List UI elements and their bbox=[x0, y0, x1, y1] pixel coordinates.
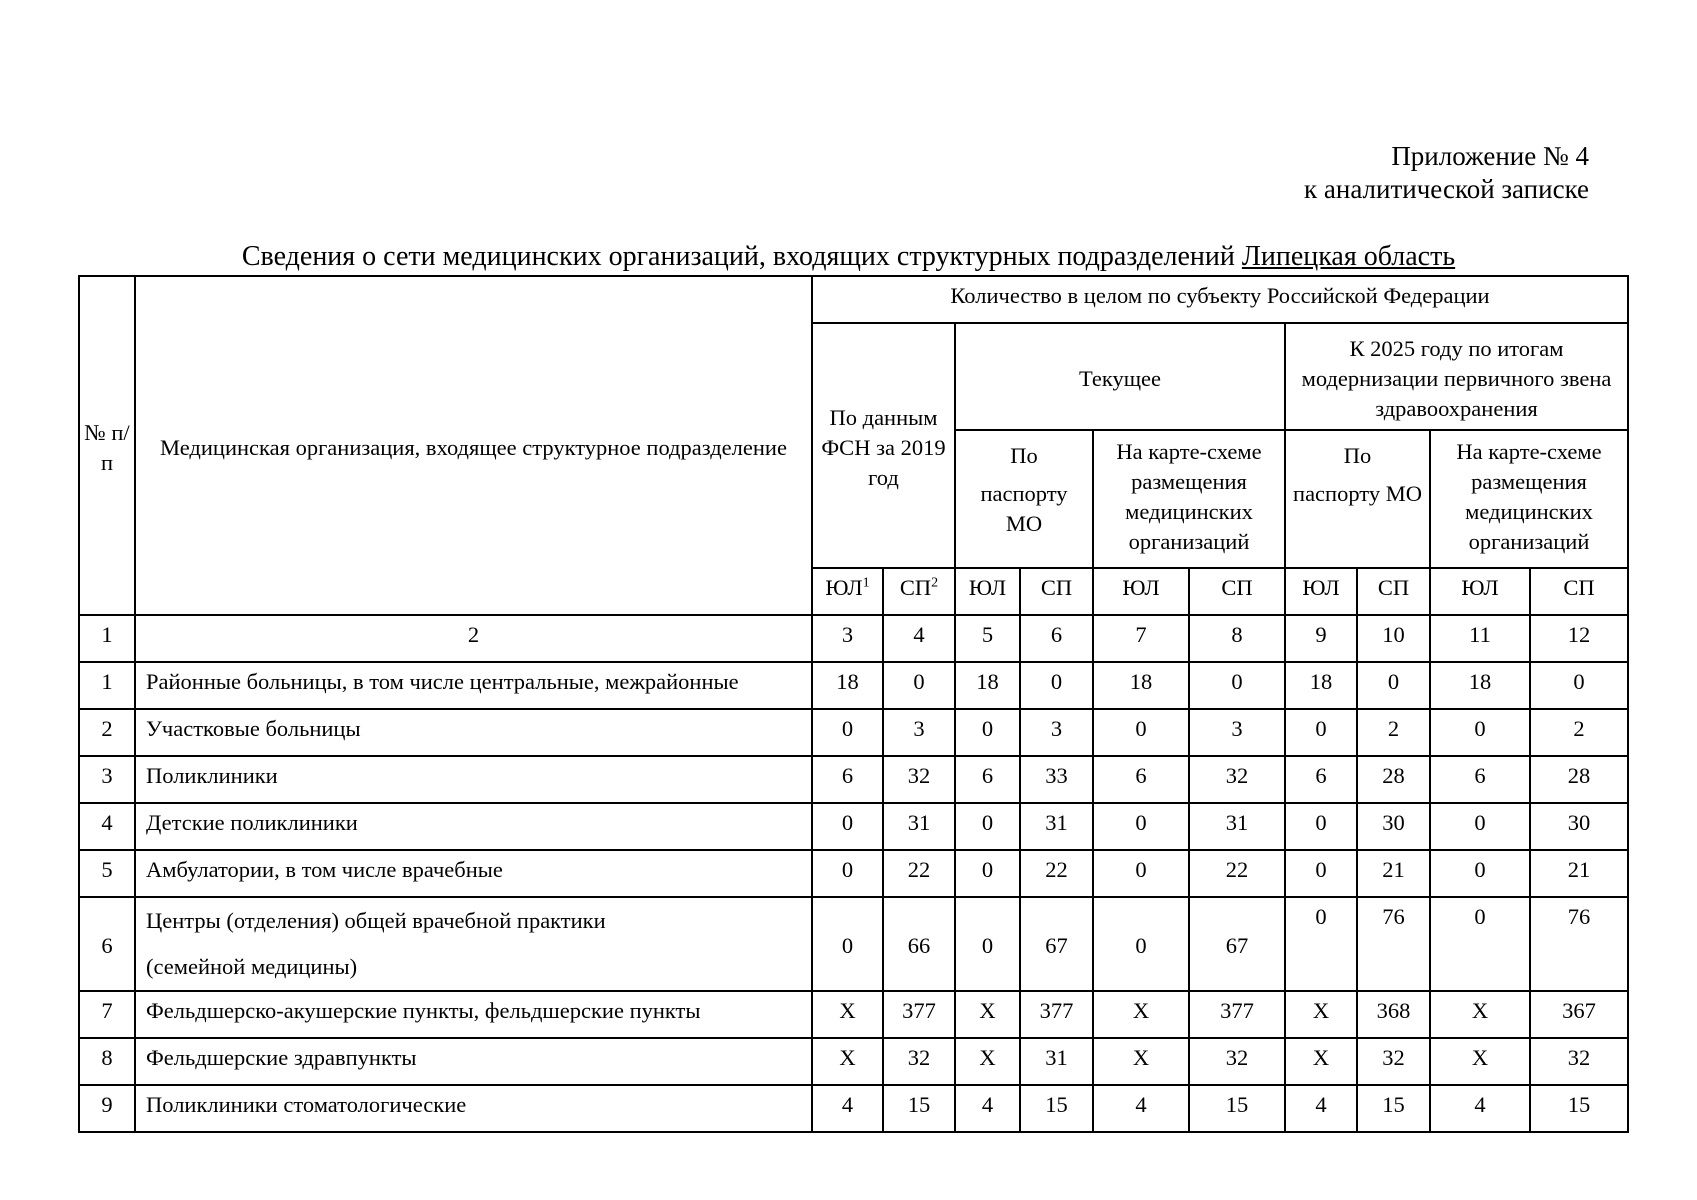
row-name: Фельдшерско-акушерские пункты, фельдшерские пункты bbox=[135, 991, 812, 1038]
cell-value: 28 bbox=[1357, 756, 1430, 803]
header-current-passport bbox=[955, 430, 1093, 568]
header-yul: ЮЛ bbox=[955, 568, 1020, 615]
title-text: Сведения о сети медицинских организаций, входящих структурных подразделений bbox=[241, 241, 1242, 272]
cell-value: X bbox=[1430, 1038, 1530, 1085]
cell-value: 32 bbox=[883, 1038, 955, 1085]
table-row bbox=[79, 1085, 1628, 1132]
cell-value: 368 bbox=[1357, 991, 1430, 1038]
header-org: Медицинская организация, входящее структурное подразделение bbox=[135, 276, 812, 615]
row-num: 1 bbox=[79, 662, 135, 709]
column-number: 9 bbox=[1285, 615, 1357, 662]
column-number: 7 bbox=[1093, 615, 1189, 662]
cell-value: 33 bbox=[1020, 756, 1093, 803]
cell-value: X bbox=[1093, 991, 1189, 1038]
appendix-note bbox=[1304, 140, 1589, 206]
document-title bbox=[0, 241, 1697, 273]
header-num: № п/п bbox=[79, 276, 135, 615]
cell-value: X bbox=[812, 991, 883, 1038]
cell-value: 32 bbox=[883, 756, 955, 803]
cell-value: 67 bbox=[1020, 897, 1093, 991]
cell-value: 377 bbox=[1189, 991, 1285, 1038]
cell-value: 18 bbox=[1430, 662, 1530, 709]
cell-value: 15 bbox=[1189, 1085, 1285, 1132]
cell-value: 15 bbox=[1530, 1085, 1628, 1132]
cell-value: 4 bbox=[1430, 1085, 1530, 1132]
cell-value: 4 bbox=[1285, 1085, 1357, 1132]
cell-value: 3 bbox=[1189, 709, 1285, 756]
cell-value: X bbox=[1285, 1038, 1357, 1085]
cell-value: 0 bbox=[812, 709, 883, 756]
cell-value: 66 bbox=[883, 897, 955, 991]
row-name: Фельдшерские здравпункты bbox=[135, 1038, 812, 1085]
column-number: 10 bbox=[1357, 615, 1430, 662]
cell-value: 22 bbox=[883, 850, 955, 897]
cell-value: 3 bbox=[1020, 709, 1093, 756]
row-name bbox=[135, 897, 812, 991]
cell-value: 4 bbox=[1093, 1085, 1189, 1132]
row-num: 4 bbox=[79, 803, 135, 850]
row-name: Участковые больницы bbox=[135, 709, 812, 756]
header-sp: СП bbox=[1189, 568, 1285, 615]
cell-value: 0 bbox=[1430, 850, 1530, 897]
cell-value: 30 bbox=[1357, 803, 1430, 850]
cell-value: 0 bbox=[955, 709, 1020, 756]
cell-value: X bbox=[955, 1038, 1020, 1085]
header-target-2025: К 2025 году по итогам модернизации первичного звена здравоохранения bbox=[1285, 323, 1628, 430]
table-row bbox=[79, 756, 1628, 803]
cell-value: X bbox=[1285, 991, 1357, 1038]
cell-value: 0 bbox=[1285, 850, 1357, 897]
cell-value: 15 bbox=[883, 1085, 955, 1132]
header-yul: ЮЛ bbox=[1093, 568, 1189, 615]
table-row bbox=[79, 897, 1628, 991]
cell-value: 0 bbox=[955, 803, 1020, 850]
header-yul: $ЮЛ^1$ bbox=[812, 568, 883, 615]
cell-value: 0 bbox=[1285, 803, 1357, 850]
cell-value: 18 bbox=[1093, 662, 1189, 709]
column-number: 12 bbox=[1530, 615, 1628, 662]
cell-value: 0 bbox=[1020, 662, 1093, 709]
column-number: 11 bbox=[1430, 615, 1530, 662]
cell-value: 32 bbox=[1530, 1038, 1628, 1085]
column-number: 6 bbox=[1020, 615, 1093, 662]
cell-value: 0 bbox=[812, 850, 883, 897]
cell-value: 76 bbox=[1530, 897, 1628, 991]
cell-value: 2 bbox=[1530, 709, 1628, 756]
row-num: 8 bbox=[79, 1038, 135, 1085]
cell-value: 21 bbox=[1530, 850, 1628, 897]
passport-label: По bbox=[1010, 443, 1038, 468]
cell-value: 76 bbox=[1357, 897, 1430, 991]
column-number: 8 bbox=[1189, 615, 1285, 662]
header-current-map: На карте-схеме размещения медицинских организаций bbox=[1093, 430, 1285, 568]
header-fsn-2019: По данным ФСН за 2019 год bbox=[812, 323, 955, 568]
header-current: Текущее bbox=[955, 323, 1285, 430]
cell-value: 2 bbox=[1357, 709, 1430, 756]
table-row bbox=[79, 803, 1628, 850]
cell-value: 30 bbox=[1530, 803, 1628, 850]
row-num: 9 bbox=[79, 1085, 135, 1132]
cell-value: 6 bbox=[1285, 756, 1357, 803]
cell-value: 15 bbox=[1020, 1085, 1093, 1132]
table-row bbox=[79, 709, 1628, 756]
cell-value: 0 bbox=[883, 662, 955, 709]
cell-value: 0 bbox=[1430, 803, 1530, 850]
passport-label: По bbox=[1343, 443, 1372, 468]
cell-value: 0 bbox=[1530, 662, 1628, 709]
cell-value: 0 bbox=[1430, 897, 1530, 991]
column-number: 5 bbox=[955, 615, 1020, 662]
cell-value: 31 bbox=[883, 803, 955, 850]
row-name: Детские поликлиники bbox=[135, 803, 812, 850]
table-row bbox=[79, 850, 1628, 897]
cell-value: 367 bbox=[1530, 991, 1628, 1038]
cell-value: 0 bbox=[1093, 850, 1189, 897]
row-name: Поликлиники bbox=[135, 756, 812, 803]
cell-value: 6 bbox=[1430, 756, 1530, 803]
cell-value: 0 bbox=[955, 850, 1020, 897]
header-sp: СП bbox=[1530, 568, 1628, 615]
cell-value: 0 bbox=[812, 803, 883, 850]
passport-mo-label: паспорту МО bbox=[980, 481, 1068, 536]
cell-value: 22 bbox=[1020, 850, 1093, 897]
passport-mo-label: паспорту МО bbox=[1293, 481, 1422, 506]
cell-value: X bbox=[812, 1038, 883, 1085]
cell-value: 377 bbox=[1020, 991, 1093, 1038]
appendix-subtitle: к аналитической записке bbox=[1304, 174, 1589, 204]
cell-value: 15 bbox=[1357, 1085, 1430, 1132]
cell-value: 31 bbox=[1020, 803, 1093, 850]
header-sp: $СП^2$ bbox=[883, 568, 955, 615]
cell-value: 0 bbox=[1093, 709, 1189, 756]
row-num: 6 bbox=[79, 897, 135, 991]
cell-value: 0 bbox=[1357, 662, 1430, 709]
medical-network-table bbox=[78, 275, 1629, 1133]
cell-value: 0 bbox=[955, 897, 1020, 991]
cell-value: 31 bbox=[1189, 803, 1285, 850]
table-row bbox=[79, 662, 1628, 709]
cell-value: 32 bbox=[1189, 756, 1285, 803]
appendix-number: Приложение № 4 bbox=[1391, 141, 1589, 171]
cell-value: 6 bbox=[955, 756, 1020, 803]
row-name-line: (семейной медицины) bbox=[146, 954, 358, 979]
cell-value: 6 bbox=[1093, 756, 1189, 803]
cell-value: 21 bbox=[1357, 850, 1430, 897]
row-num: 7 bbox=[79, 991, 135, 1038]
cell-value: 28 bbox=[1530, 756, 1628, 803]
row-num: 3 bbox=[79, 756, 135, 803]
header-sp: СП bbox=[1020, 568, 1093, 615]
table-row bbox=[79, 1038, 1628, 1085]
region-name: Липецкая область bbox=[1241, 241, 1456, 272]
row-name: Амбулатории, в том числе врачебные bbox=[135, 850, 812, 897]
column-number-row bbox=[79, 615, 1628, 662]
cell-value: X bbox=[1430, 991, 1530, 1038]
row-name: Поликлиники стоматологические bbox=[135, 1085, 812, 1132]
cell-value: 0 bbox=[812, 897, 883, 991]
cell-value: X bbox=[955, 991, 1020, 1038]
column-number: 1 bbox=[79, 615, 135, 662]
column-number: 2 bbox=[135, 615, 812, 662]
cell-value: 31 bbox=[1020, 1038, 1093, 1085]
footnote-1: 1 bbox=[862, 575, 870, 591]
row-name: Районные больницы, в том числе центральные, межрайонные bbox=[135, 662, 812, 709]
cell-value: 32 bbox=[1357, 1038, 1430, 1085]
header-sp: СП bbox=[1357, 568, 1430, 615]
row-name-line: Центры (отделения) общей врачебной практики bbox=[146, 908, 606, 933]
header-total: Количество в целом по субъекту Российской Федерации bbox=[812, 276, 1628, 323]
cell-value: 32 bbox=[1189, 1038, 1285, 1085]
cell-value: 0 bbox=[1285, 897, 1357, 991]
column-number: 4 bbox=[883, 615, 955, 662]
cell-value: 0 bbox=[1093, 803, 1189, 850]
column-number: 3 bbox=[812, 615, 883, 662]
table-row bbox=[79, 991, 1628, 1038]
footnote-2: 2 bbox=[931, 575, 939, 591]
cell-value: 67 bbox=[1189, 897, 1285, 991]
cell-value: 0 bbox=[1093, 897, 1189, 991]
header-target-passport bbox=[1285, 430, 1430, 568]
cell-value: 6 bbox=[812, 756, 883, 803]
cell-value: 4 bbox=[812, 1085, 883, 1132]
cell-value: 18 bbox=[955, 662, 1020, 709]
row-num: 2 bbox=[79, 709, 135, 756]
cell-value: 0 bbox=[1189, 662, 1285, 709]
cell-value: 4 bbox=[955, 1085, 1020, 1132]
header-yul: ЮЛ bbox=[1285, 568, 1357, 615]
cell-value: X bbox=[1093, 1038, 1189, 1085]
cell-value: 3 bbox=[883, 709, 955, 756]
cell-value: 22 bbox=[1189, 850, 1285, 897]
row-num: 5 bbox=[79, 850, 135, 897]
cell-value: 0 bbox=[1285, 709, 1357, 756]
header-yul: ЮЛ bbox=[1430, 568, 1530, 615]
cell-value: 18 bbox=[812, 662, 883, 709]
cell-value: 18 bbox=[1285, 662, 1357, 709]
cell-value: 0 bbox=[1430, 709, 1530, 756]
header-target-map: На карте-схеме размещения медицинских организаций bbox=[1430, 430, 1628, 568]
cell-value: 377 bbox=[883, 991, 955, 1038]
